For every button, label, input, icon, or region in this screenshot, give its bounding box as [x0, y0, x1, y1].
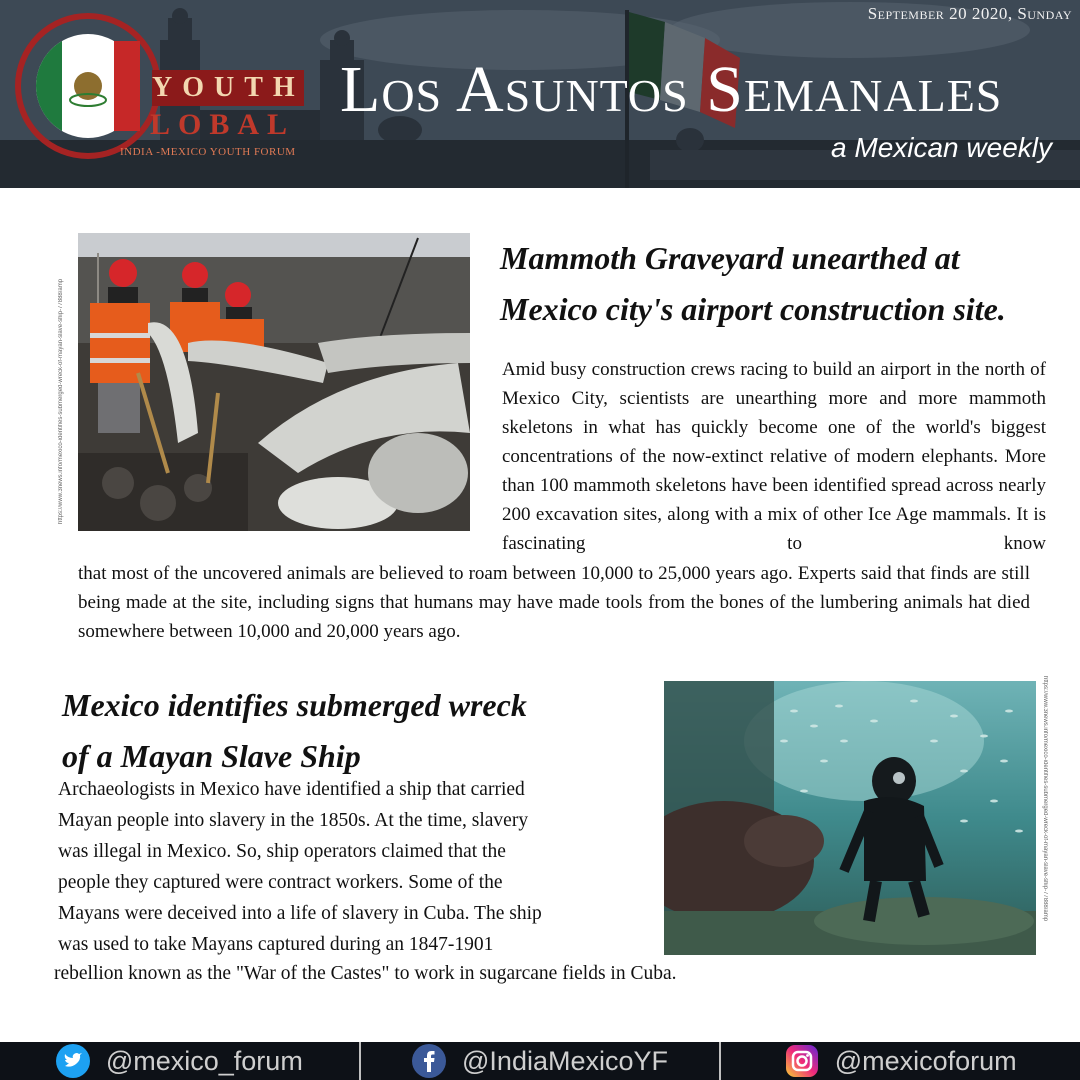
article2-body-line: was used to take Mayans captured during an 1847-1901: [58, 934, 494, 955]
photo-credit: https://www.3news.info/mexico-identifies-submerged-wreck-of-mayan-slave-ship-77888/amp: [1042, 676, 1048, 922]
publication-subtitle: a Mexican weekly: [831, 132, 1052, 163]
article2-body-line: Mayan people into slavery in the 1850s. At the time, slavery: [58, 810, 529, 831]
logo-tagline: INDIA -MEXICO YOUTH FORUM: [120, 146, 296, 158]
logo-global-text: LOBAL: [150, 108, 296, 141]
article2-body-line: was illegal in Mexico. So, ship operators claimed that the: [58, 841, 506, 862]
twitter-icon: [56, 1044, 90, 1078]
article2-headline-line1: Mexico identifies submerged wreck: [62, 687, 527, 723]
article2-body-line: people they captured were contract workers. Some of the: [58, 872, 503, 893]
logo-youth-text: YOUTH: [152, 70, 304, 106]
article2-body-line: rebellion known as the "War of the Castes" to work in sugarcane fields in Cuba.: [54, 963, 677, 984]
excavation-photo: [78, 233, 470, 531]
article1-headline-line2: Mexico city's airport construction site.: [500, 291, 1006, 327]
social-footer: [0, 1042, 1080, 1080]
instagram-handle: @mexicoforum: [834, 1045, 1017, 1076]
underwater-diver-photo: [664, 681, 1036, 955]
article1-body-full: that most of the uncovered animals are believed to roam between 10,000 to 25,000 years ago. Experts said that finds are still being made at the site, including signs that humans may have made tools from the bones of the lumbering animals hat died somewhere between 10,000 and 20,000 years ago.: [78, 563, 1030, 642]
publication-title: Los Asuntos Semanales: [340, 53, 1003, 126]
article2-body-line: Archaeologists in Mexico have identified a ship that carried: [58, 779, 525, 800]
photo-credit: https://www.3news.info/mexico-identifies-submerged-wreck-of-mayan-slave-ship-77888/amp: [58, 278, 64, 524]
twitter-link[interactable]: [0, 1042, 361, 1080]
facebook-icon: [412, 1044, 446, 1078]
masthead-banner: [0, 0, 1080, 188]
instagram-icon: [785, 1044, 819, 1078]
article1-headline-line1: Mammoth Graveyard unearthed at: [500, 240, 960, 276]
article2-body-line: Mayans were deceived into a life of slavery in Cuba. The ship: [58, 903, 542, 924]
issue-date: September 20 2020, Sunday: [867, 4, 1072, 23]
article1-body-right: Amid busy construction crews racing to build an airport in the north of Mexico City, scientists are unearthing more and more mammoth skeletons in what has quickly become one of the world's biggest concentrations of the now-extinct relative of modern elephants. More than 100 mammoth skeletons have been identified spread across nearly 200 excavation sites, along with a mix of other Ice Age mammals. It is fascinating to know: [502, 359, 1046, 554]
article2-headline-line2: of a Mayan Slave Ship: [62, 738, 361, 774]
facebook-handle: @IndiaMexicoYF: [462, 1045, 668, 1076]
twitter-handle: @mexico_forum: [105, 1045, 303, 1076]
instagram-link[interactable]: [721, 1042, 1080, 1080]
facebook-link[interactable]: [361, 1042, 722, 1080]
